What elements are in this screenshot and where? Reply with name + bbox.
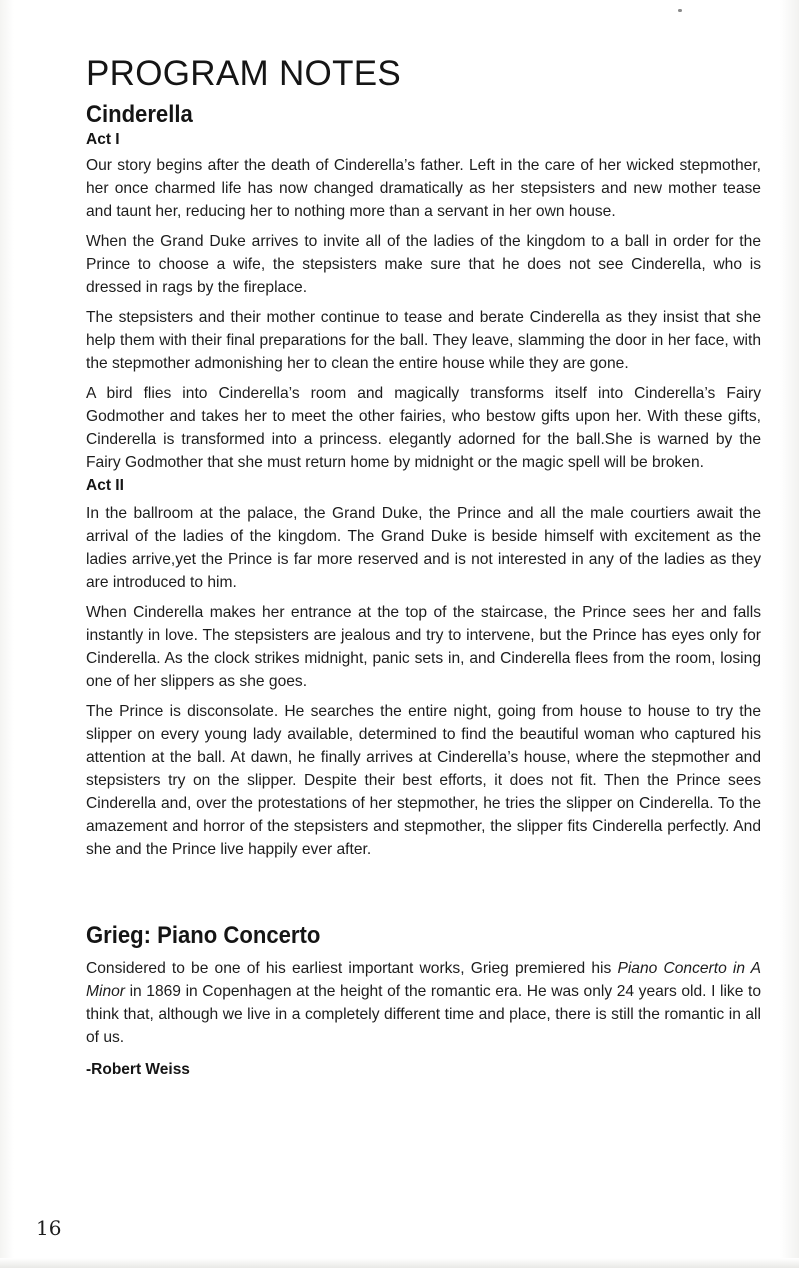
page-content (86, 54, 761, 1079)
grieg-paragraph (86, 957, 761, 1049)
page-heading: PROGRAM NOTES (86, 54, 402, 93)
grieg-text-after: in 1869 in Copenhagen at the height of the romantic era. He was only 24 years old. I like to think that, although we live in a completely different time and place, there is still the romantic in all of us. (86, 983, 761, 1046)
act-1-paragraph: When the Grand Duke arrives to invite all of the ladies of the kingdom to a ball in order for the Prince to choose a wife, the stepsisters make sure that he does not see Cinderella, who is dressed in rags by the fireplace. (86, 233, 761, 296)
paper-speck (678, 9, 682, 12)
act-1-label: Act I (86, 131, 120, 148)
act-2-paragraph: The Prince is disconsolate. He searches the entire night, going from house to house to try the slipper on every young lady available, determined to find the beautiful woman who captured his attention at the ball. At dawn, he finally arrives at Cinderella’s house, where the stepmother and stepsisters try on the slipper. Despite their best efforts, it does not fit. Then the Prince sees Cinderella and, over the protestations of her stepmother, he tries the slipper on Cinderella. To the amazement and horror of the stepsisters and stepmother, the slipper fits Cinderella perfectly. And she and the Prince live happily ever after. (86, 703, 761, 858)
act-2-label: Act II (86, 477, 124, 494)
act-1-paragraph: Our story begins after the death of Cinderella’s father. Left in the care of her wicked stepmother, her once charmed life has now changed dramatically as her stepsisters and new mother tease and taunt her, reducing her to nothing more than a servant in her own house. (86, 157, 761, 220)
grieg-title: Grieg: Piano Concerto (86, 922, 321, 949)
author-signature: -Robert Weiss (86, 1061, 190, 1078)
act-1-paragraph: The stepsisters and their mother continue to tease and berate Cinderella as they insist that she help them with their final preparations for the ball. They leave, slamming the door in her face, with the stepmother admonishing her to clean the entire house while they are gone. (86, 309, 761, 372)
act-2-paragraph: In the ballroom at the palace, the Grand Duke, the Prince and all the male courtiers await the arrival of the ladies of the kingdom. The Grand Duke is beside himself with excitement as the ladies arrive,yet the Prince is far more reserved and is not interested in any of the ladies as they are introduced to him. (86, 505, 761, 591)
act-1-paragraph: A bird flies into Cinderella’s room and magically transforms itself into Cinderella’s Fairy Godmother and takes her to meet the other fairies, who bestow gifts upon her. With these gifts, Cinderella is transformed into a princess. elegantly adorned for the ball.She is warned by the Fairy Godmother that she must return home by midnight or the magic spell will be broken. (86, 385, 761, 471)
cinderella-title: Cinderella (86, 101, 193, 128)
act-2-paragraph: When Cinderella makes her entrance at the top of the staircase, the Prince sees her and falls instantly in love. The stepsisters are jealous and try to intervene, but the Prince has eyes only for Cinderella. As the clock strikes midnight, panic sets in, and Cinderella flees from the room, losing one of her slippers as she goes. (86, 604, 761, 690)
grieg-text-before: Considered to be one of his earliest important works, Grieg premiered his (86, 960, 618, 977)
grieg-work-title: Piano Concerto in A Minor (86, 960, 761, 1000)
page-bottom-edge (0, 1258, 799, 1268)
page-number: 16 (36, 1216, 62, 1240)
